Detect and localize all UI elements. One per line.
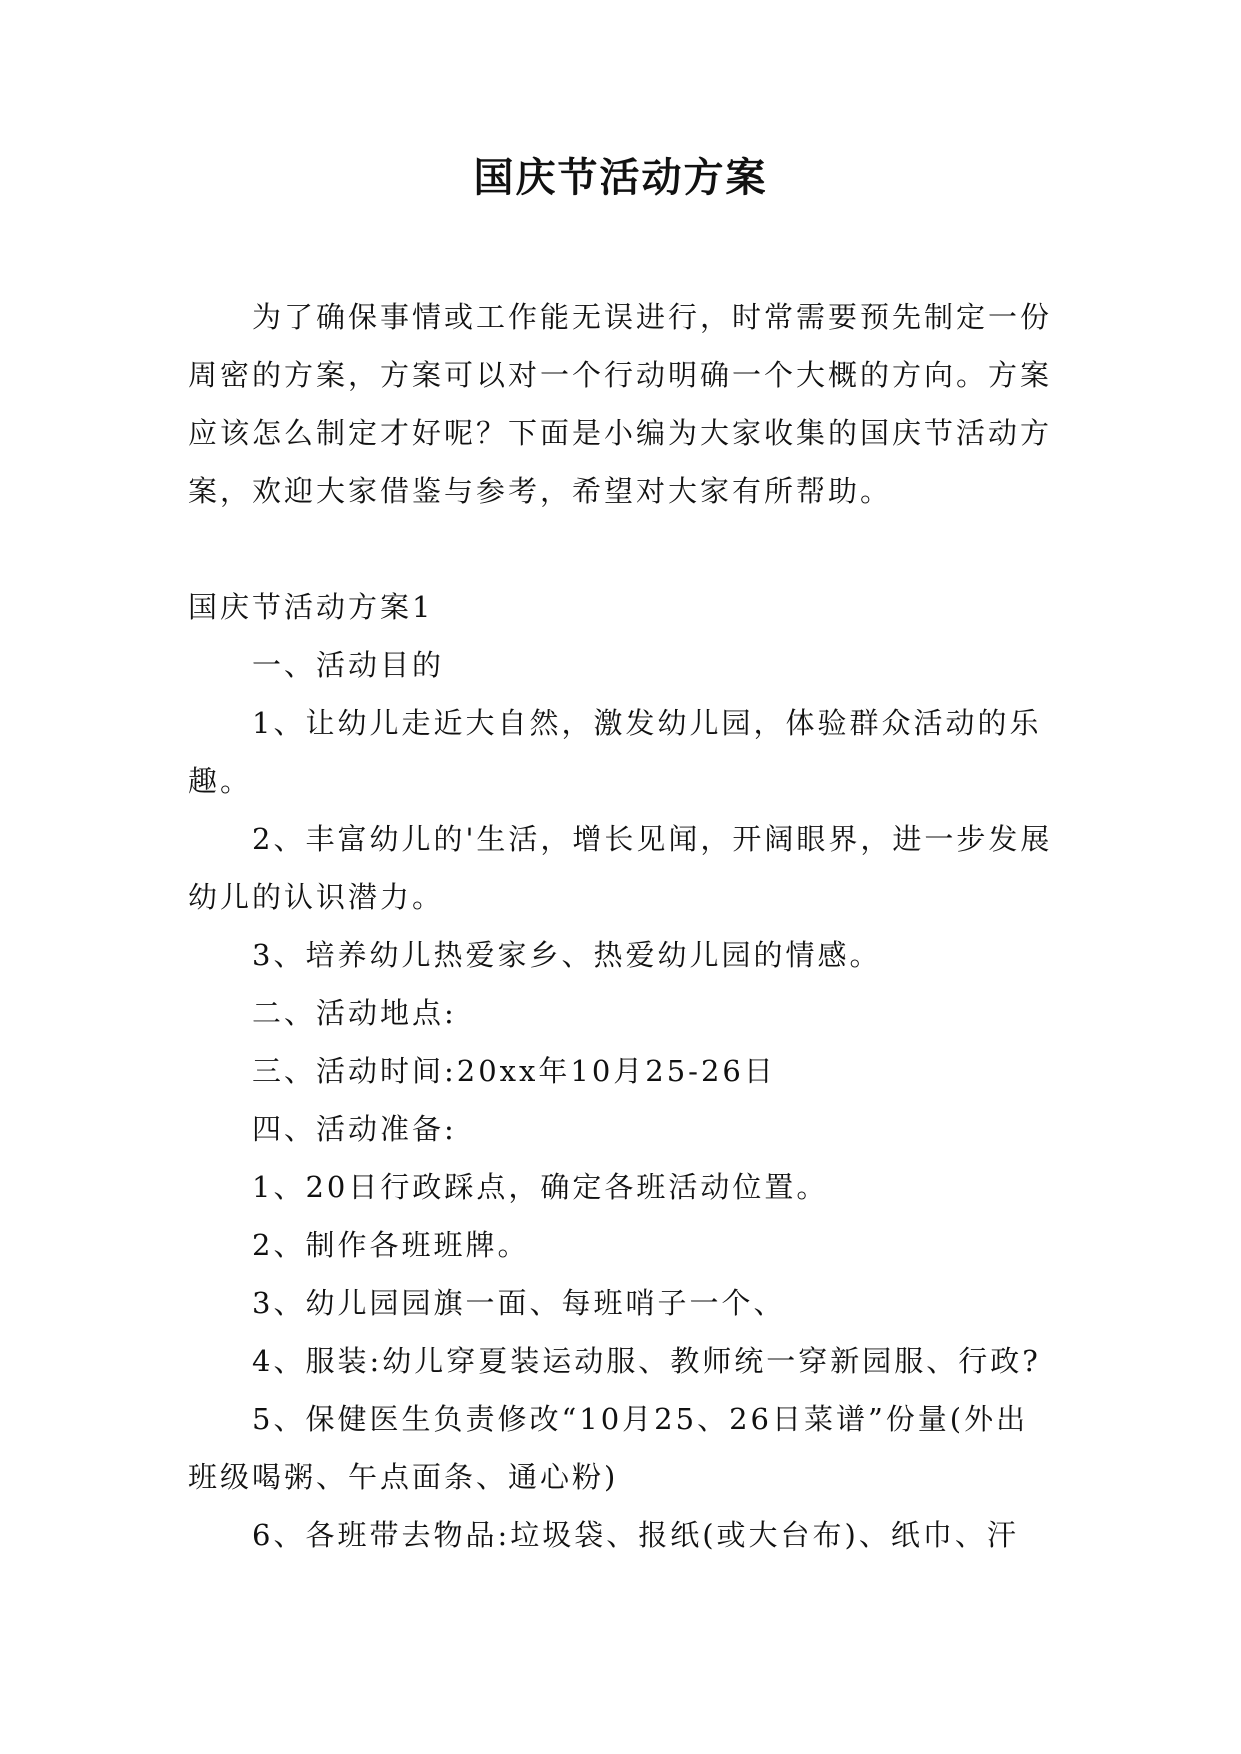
heading-preparation: 四、活动准备: bbox=[252, 1112, 457, 1146]
prep-item-6: 6、各班带去物品:垃圾袋、报纸(或大台布)、纸巾、汗 bbox=[252, 1518, 1019, 1552]
document-title: 国庆节活动方案 bbox=[473, 154, 768, 201]
prep-item-5: 5、保健医生负责修改“10月25、26日菜谱”份量(外出班级喝粥、午点面条、通心粉) bbox=[188, 1402, 1029, 1494]
section-title: 国庆节活动方案1 bbox=[188, 590, 434, 624]
prep-item-3: 3、幼儿园园旗一面、每班哨子一个、 bbox=[252, 1286, 786, 1320]
heading-purpose: 一、活动目的 bbox=[252, 648, 445, 682]
paragraph-gap bbox=[188, 520, 1058, 578]
prep-item-4: 4、服装:幼儿穿夏装运动服、教师统一穿新园服、行政? bbox=[252, 1344, 1041, 1378]
document-body bbox=[188, 288, 1058, 1564]
purpose-item-2: 2、丰富幼儿的'生活，增长见闻，开阔眼界，进一步发展幼儿的认识潜力。 bbox=[188, 822, 1053, 914]
intro-paragraph: 为了确保事情或工作能无误进行，时常需要预先制定一份周密的方案，方案可以对一个行动明确一个大概的方向。方案应该怎么制定才好呢？下面是小编为大家收集的国庆节活动方案，欢迎大家借鉴与参考，希望对大家有所帮助。 bbox=[188, 300, 1053, 508]
prep-item-1: 1、20日行政踩点，确定各班活动位置。 bbox=[252, 1170, 829, 1204]
heading-time: 三、活动时间:20xx年10月25-26日 bbox=[252, 1054, 776, 1088]
heading-location: 二、活动地点: bbox=[252, 996, 457, 1030]
purpose-item-3: 3、培养幼儿热爱家乡、热爱幼儿园的情感。 bbox=[252, 938, 882, 972]
purpose-item-1: 1、让幼儿走近大自然，激发幼儿园，体验群众活动的乐趣。 bbox=[188, 706, 1042, 798]
prep-item-2: 2、制作各班班牌。 bbox=[252, 1228, 530, 1262]
